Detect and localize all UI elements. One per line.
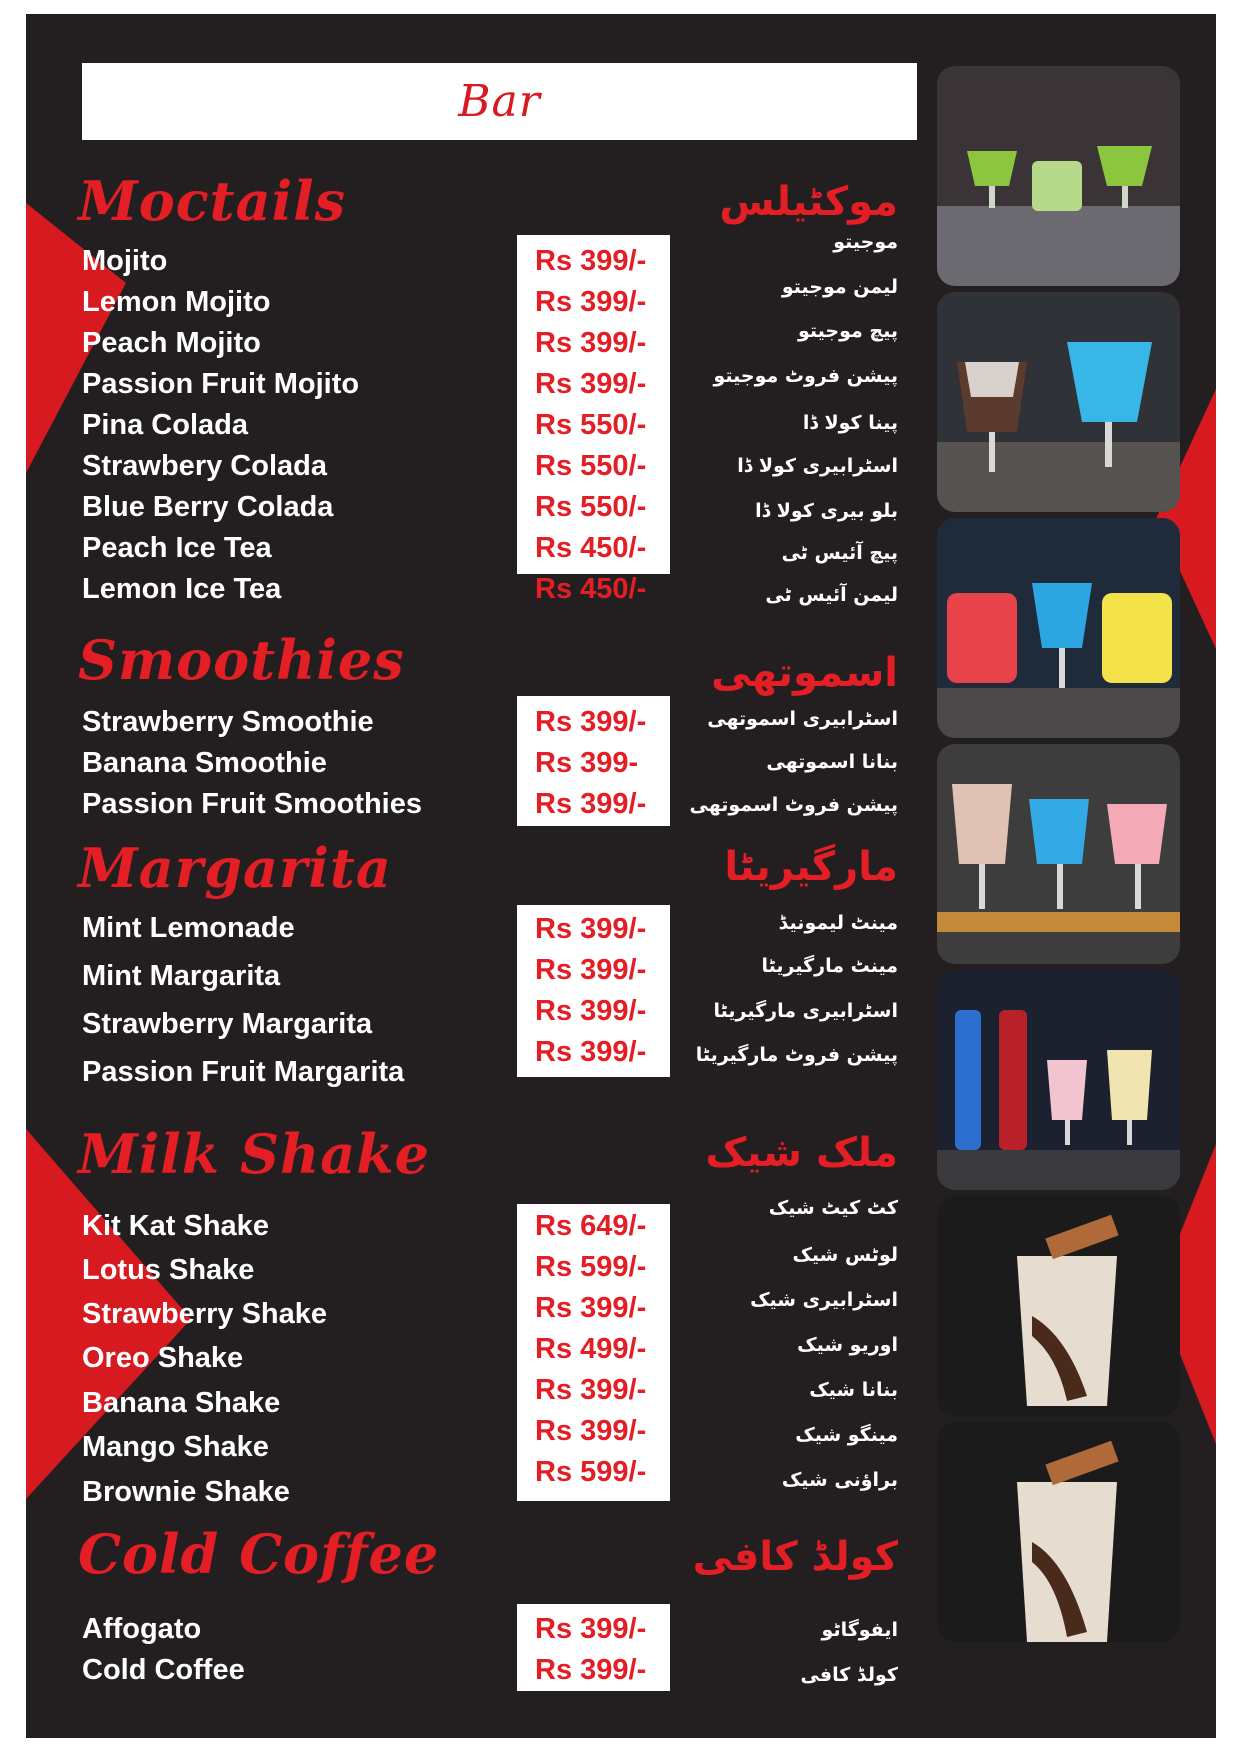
menu-page xyxy=(26,14,1216,1738)
price: Rs 399/- xyxy=(535,1654,647,1686)
section-title-urdu-margarita: مارگیریٹا xyxy=(724,844,898,890)
section-title-urdu-cold-coffee: کولڈ کافی xyxy=(692,1534,898,1580)
menu-item: Strawberry Margarita xyxy=(82,1008,373,1040)
blue-colada-photo xyxy=(937,292,1180,512)
menu-item: Passion Fruit Mojito xyxy=(82,368,360,400)
price: Rs 550/- xyxy=(535,409,647,441)
price: Rs 599/- xyxy=(535,1456,647,1488)
menu-item-urdu: اسٹرابیری کولا ڈا xyxy=(737,455,898,477)
price: Rs 450/- xyxy=(535,532,647,564)
menu-item-urdu: پیشن فروٹ اسموتھی xyxy=(689,794,898,816)
menu-item: Affogato xyxy=(82,1613,202,1645)
header-bar xyxy=(82,63,917,140)
green-mocktails-photo xyxy=(937,66,1180,286)
bottles-drinks-photo xyxy=(937,970,1180,1190)
price-box xyxy=(517,1604,670,1691)
menu-item-urdu: کولڈ کافی xyxy=(800,1664,898,1686)
price: Rs 399/- xyxy=(535,286,647,318)
fruit-mojito-jars-photo xyxy=(937,518,1180,738)
menu-item: Blue Berry Colada xyxy=(82,491,334,523)
section-title-urdu-moctails: موکٹیلس xyxy=(719,179,898,225)
menu-item-urdu: بلو بیری کولا ڈا xyxy=(755,500,898,522)
kitkat-shake-photo xyxy=(937,1196,1180,1416)
menu-item: Passion Fruit Smoothies xyxy=(82,788,422,820)
price: Rs 399/- xyxy=(535,1036,647,1068)
menu-item: Peach Mojito xyxy=(82,327,261,359)
price: Rs 550/- xyxy=(535,450,647,482)
menu-item: Strawbery Colada xyxy=(82,450,327,482)
price: Rs 599/- xyxy=(535,1251,647,1283)
menu-item-urdu: پیشن فروٹ مارگیریٹا xyxy=(695,1044,898,1066)
menu-item-urdu: اسٹرابیری شیک xyxy=(750,1289,898,1311)
menu-item: Kit Kat Shake xyxy=(82,1210,269,1242)
menu-item: Mojito xyxy=(82,245,168,277)
menu-item: Lemon Mojito xyxy=(82,286,271,318)
menu-item-urdu: لیمن موجیتو xyxy=(781,276,898,298)
menu-item: Mango Shake xyxy=(82,1431,269,1463)
section-title-moctails: Moctails xyxy=(78,169,347,233)
menu-item-urdu: اسٹرابیری مارگیریٹا xyxy=(713,1000,898,1022)
menu-item: Cold Coffee xyxy=(82,1654,245,1686)
menu-item: Lemon Ice Tea xyxy=(82,573,282,605)
section-title-cold-coffee: Cold Coffee xyxy=(78,1522,440,1586)
menu-item-urdu: پینا کولا ڈا xyxy=(802,412,898,434)
menu-item: Mint Margarita xyxy=(82,960,281,992)
menu-item-urdu: مینٹ مارگیریٹا xyxy=(761,955,898,977)
menu-item-urdu: براؤنی شیک xyxy=(781,1469,898,1491)
menu-item-urdu: بنانا شیک xyxy=(809,1379,898,1401)
price: Rs 649/- xyxy=(535,1210,647,1242)
price: Rs 399/- xyxy=(535,1613,647,1645)
price: Rs 399/- xyxy=(535,954,647,986)
price-box xyxy=(517,235,670,574)
price: Rs 450/- xyxy=(535,573,647,605)
section-title-smoothies: Smoothies xyxy=(78,628,405,692)
price: Rs 399/- xyxy=(535,1415,647,1447)
menu-item: Pina Colada xyxy=(82,409,248,441)
price: Rs 399/- xyxy=(535,788,647,820)
menu-item: Lotus Shake xyxy=(82,1254,255,1286)
price: Rs 399/- xyxy=(535,913,647,945)
menu-item-urdu: کٹ کیٹ شیک xyxy=(768,1197,898,1219)
price-box xyxy=(517,905,670,1077)
menu-item-urdu: مینگو شیک xyxy=(795,1424,898,1446)
price: Rs 550/- xyxy=(535,491,647,523)
menu-item-urdu: پیشن فروٹ موجیتو xyxy=(713,365,898,387)
section-title-urdu-smoothies: اسموتھی xyxy=(711,650,898,696)
menu-item: Banana Smoothie xyxy=(82,747,327,779)
section-title-margarita: Margarita xyxy=(78,836,392,900)
menu-item-urdu: لوٹس شیک xyxy=(792,1244,898,1266)
menu-item: Oreo Shake xyxy=(82,1342,244,1374)
menu-item-urdu: اسٹرابیری اسموتھی xyxy=(707,708,898,730)
menu-item: Strawberry Shake xyxy=(82,1298,328,1330)
menu-item-urdu: ایفوگاٹو xyxy=(821,1619,898,1641)
price-box xyxy=(517,1204,670,1501)
menu-item-urdu: مینٹ لیمونیڈ xyxy=(778,912,898,934)
price: Rs 399/- xyxy=(535,706,647,738)
price: Rs 399/- xyxy=(535,1292,647,1324)
menu-item-urdu: بنانا اسموتھی xyxy=(766,751,898,773)
menu-item-urdu: موجیتو xyxy=(833,231,898,253)
section-title-urdu-milk-shake: ملک شیک xyxy=(705,1130,898,1176)
menu-item: Peach Ice Tea xyxy=(82,532,272,564)
price: Rs 499/- xyxy=(535,1333,647,1365)
price: Rs 399/- xyxy=(535,327,647,359)
page-title: Bar xyxy=(458,76,541,127)
menu-item: Strawberry Smoothie xyxy=(82,706,374,738)
chocolate-shake-photo xyxy=(937,1422,1180,1642)
menu-item: Passion Fruit Margarita xyxy=(82,1056,405,1088)
price: Rs 399/- xyxy=(535,1374,647,1406)
section-title-milk-shake: Milk Shake xyxy=(78,1122,431,1186)
menu-item: Mint Lemonade xyxy=(82,912,295,944)
price: Rs 399/- xyxy=(535,995,647,1027)
price: Rs 399- xyxy=(535,747,639,779)
menu-item: Brownie Shake xyxy=(82,1476,290,1508)
shakes-row-photo xyxy=(937,744,1180,964)
menu-item-urdu: لیمن آئیس ٹی xyxy=(765,584,898,606)
menu-item-urdu: پیچ آئیس ٹی xyxy=(781,542,898,564)
menu-item-urdu: اوریو شیک xyxy=(797,1334,898,1356)
menu-item: Banana Shake xyxy=(82,1387,281,1419)
price-box xyxy=(517,696,670,826)
menu-item-urdu: پیچ موجیتو xyxy=(798,320,898,342)
price: Rs 399/- xyxy=(535,368,647,400)
price: Rs 399/- xyxy=(535,245,647,277)
